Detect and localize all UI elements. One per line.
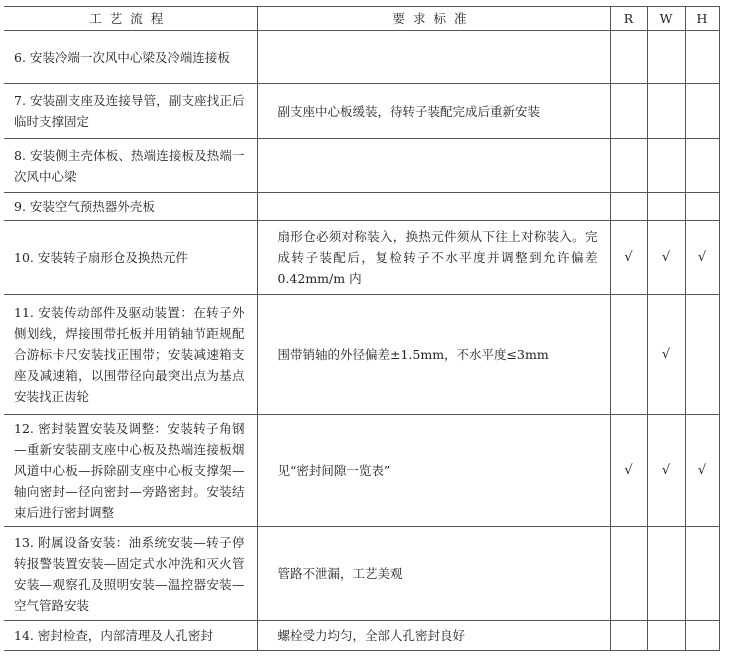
requirement-cell: 螺栓受力均匀，全部人孔密封良好	[257, 621, 610, 651]
requirement-cell: 扇形仓必须对称装入，换热元件须从下往上对称装入。完成转子装配后，复检转子不水平度并调整到允许偏差 0.42mm/m 内	[257, 221, 610, 295]
h-mark	[685, 193, 719, 221]
table-row	[4, 221, 719, 295]
w-mark	[647, 527, 685, 621]
r-mark	[610, 84, 647, 139]
process-cell: 12. 密封装置安装及调整：安装转子角钢—重新安装副支座中心板及热端连接板烟风道中心板—拆除副支座中心板支撑架—轴向密封—径向密封—旁路密封。安装结束后进行密封调整	[4, 415, 257, 527]
r-mark: √	[610, 221, 647, 295]
r-mark	[610, 621, 647, 651]
w-mark	[647, 31, 685, 84]
r-mark	[610, 139, 647, 193]
requirement-cell: 副支座中心板缓装，待转子装配完成后重新安装	[257, 84, 610, 139]
r-mark	[610, 193, 647, 221]
header-h: H	[685, 7, 719, 31]
h-mark: √	[685, 415, 719, 527]
w-mark	[647, 84, 685, 139]
table-row	[4, 621, 719, 651]
table-row	[4, 139, 719, 193]
process-cell: 6. 安装冷端一次风中心梁及冷端连接板	[4, 31, 257, 84]
table-row	[4, 31, 719, 84]
process-cell: 11. 安装传动部件及驱动装置：在转子外侧划线，焊接围带托板并用销轴节距规配合游标卡尺安装找正围带；安装减速箱支座及减速箱，以围带径向最突出点为基点安装找正齿轮	[4, 295, 257, 415]
header-process: 工艺流程	[4, 7, 257, 31]
w-mark	[647, 621, 685, 651]
header-w: W	[647, 7, 685, 31]
table-row	[4, 527, 719, 621]
table-row	[4, 295, 719, 415]
requirement-cell: 管路不泄漏，工艺美观	[257, 527, 610, 621]
w-mark: √	[647, 295, 685, 415]
h-mark	[685, 84, 719, 139]
process-cell: 13. 附属设备安装：油系统安装—转子停转报警装置安装—固定式水冲洗和灭火管安装—观察孔及照明安装—温控器安装—空气管路安装	[4, 527, 257, 621]
h-mark	[685, 31, 719, 84]
table-row	[4, 84, 719, 139]
requirement-cell: 见“密封间隙一览表”	[257, 415, 610, 527]
h-mark	[685, 527, 719, 621]
process-cell: 10. 安装转子扇形仓及换热元件	[4, 221, 257, 295]
header-r: R	[610, 7, 647, 31]
w-mark	[647, 193, 685, 221]
requirement-cell	[257, 31, 610, 84]
process-cell: 14. 密封检查，内部清理及人孔密封	[4, 621, 257, 651]
h-mark: √	[685, 221, 719, 295]
w-mark: √	[647, 415, 685, 527]
header-requirement: 要求标准	[257, 7, 610, 31]
r-mark	[610, 295, 647, 415]
process-cell: 8. 安装侧主壳体板、热端连接板及热端一次风中心梁	[4, 139, 257, 193]
requirement-cell	[257, 193, 610, 221]
table-row	[4, 415, 719, 527]
r-mark: √	[610, 415, 647, 527]
header-row	[4, 7, 719, 31]
h-mark	[685, 139, 719, 193]
process-cell: 7. 安装副支座及连接导管，副支座找正后临时支撑固定	[4, 84, 257, 139]
process-cell: 9. 安装空气预热器外壳板	[4, 193, 257, 221]
h-mark	[685, 295, 719, 415]
requirement-cell	[257, 139, 610, 193]
table-row	[4, 193, 719, 221]
process-table	[4, 6, 720, 651]
r-mark	[610, 31, 647, 84]
w-mark: √	[647, 221, 685, 295]
requirement-cell: 围带销轴的外径偏差±1.5mm，不水平度≤3mm	[257, 295, 610, 415]
r-mark	[610, 527, 647, 621]
w-mark	[647, 139, 685, 193]
h-mark	[685, 621, 719, 651]
